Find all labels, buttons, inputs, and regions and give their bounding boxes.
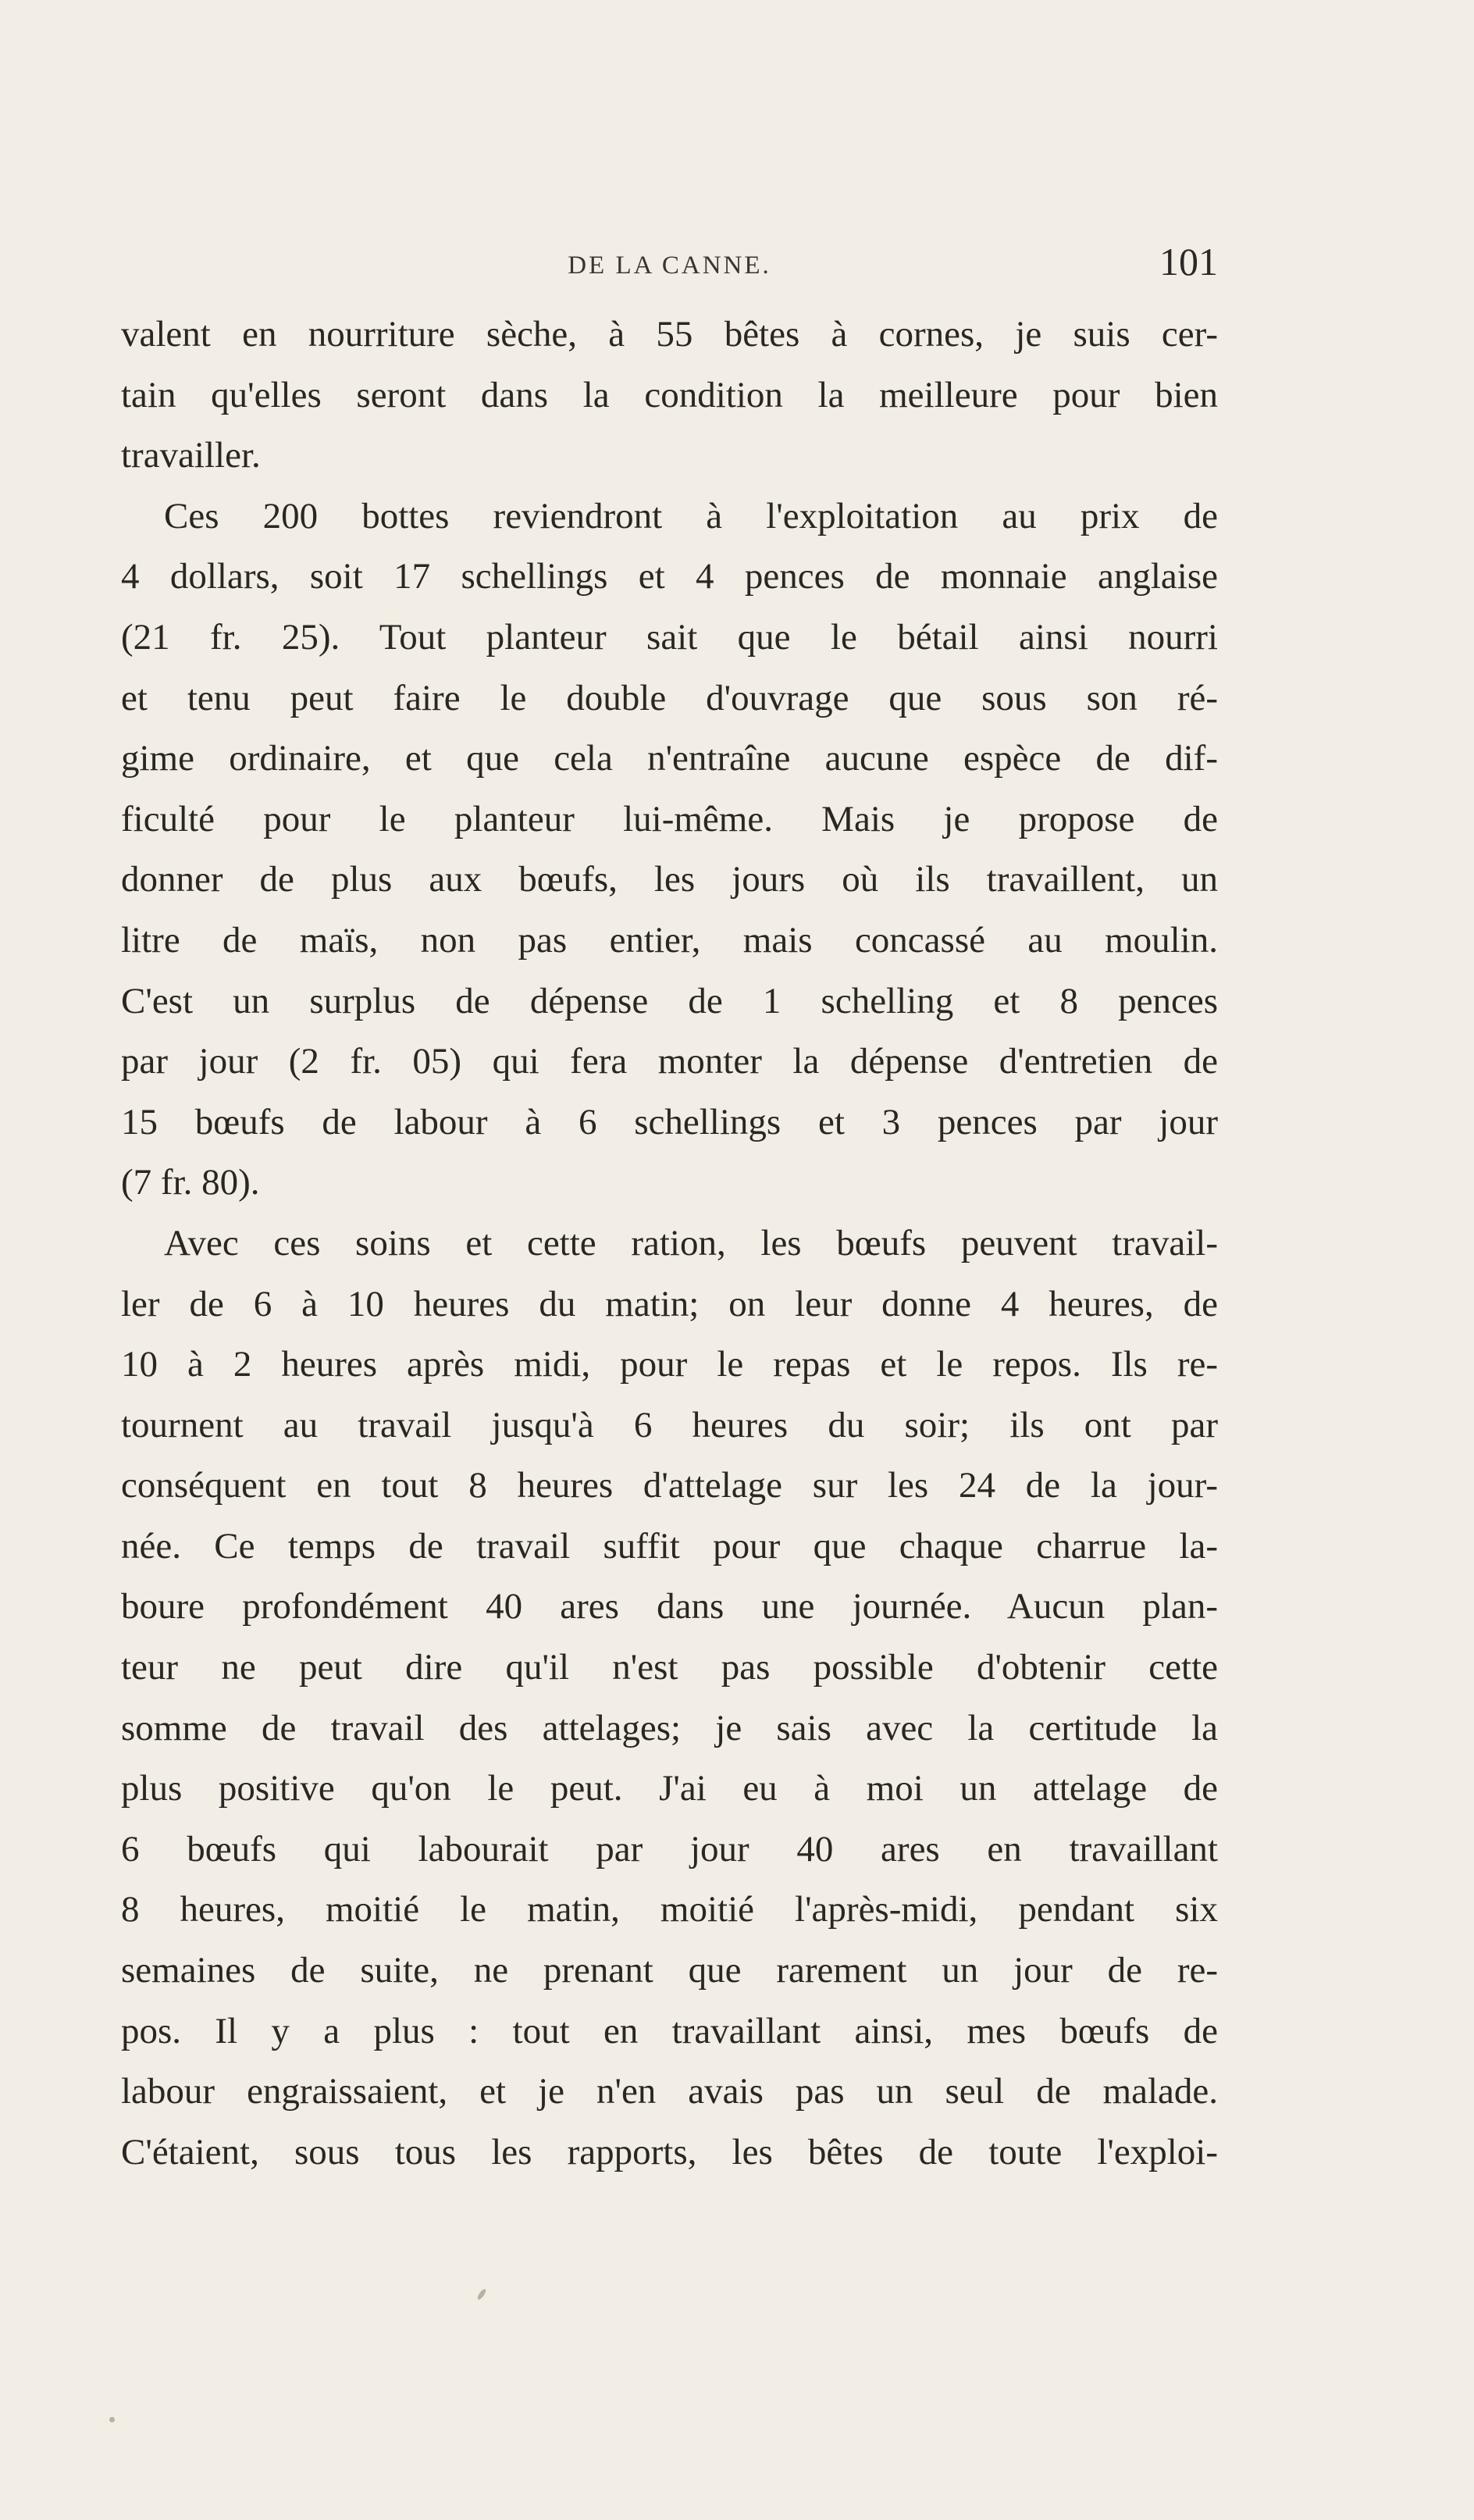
text-line: 4 dollars, soit 17 schellings et 4 pences de monnaie anglaise [121,556,1218,597]
text-line: ficulté pour le planteur lui-même. Mais je propose de [121,798,1218,839]
text-line: semaines de suite, ne prenant que rarement un jour de re- [121,1950,1218,1991]
text-line: labour engraissaient, et je n'en avais pas un seul de malade. [121,2071,1218,2112]
text-line: litre de maïs, non pas entier, mais concassé au moulin. [121,919,1218,961]
paper-speck [476,2288,487,2301]
paper-speck [109,2417,115,2422]
text-line: tournent au travail jusqu'à 6 heures du soir; ils ont par [121,1404,1218,1445]
running-title: DE LA CANNE. [568,251,771,280]
text-line: travailler. [121,435,261,476]
body-text [121,305,1218,2183]
text-line: ler de 6 à 10 heures du matin; on leur donne 4 heures, de [121,1283,1218,1324]
running-header [121,234,1218,297]
text-line: donner de plus aux bœufs, les jours où ils travaillent, un [121,859,1218,900]
text-line: 6 bœufs qui labourait par jour 40 ares en travaillant [121,1828,1218,1870]
text-line: C'étaient, sous tous les rapports, les bêtes de toute l'exploi- [121,2131,1218,2172]
text-line: et tenu peut faire le double d'ouvrage que sous son ré- [121,677,1218,718]
text-line: Ces 200 bottes reviendront à l'exploitation au prix de [164,495,1218,536]
text-line: tain qu'elles seront dans la condition la meilleure pour bien [121,374,1218,415]
text-line: Avec ces soins et cette ration, les bœufs peuvent travail- [164,1222,1218,1264]
text-line: (21 fr. 25). Tout planteur sait que le bétail ainsi nourri [121,616,1218,658]
text-line: 10 à 2 heures après midi, pour le repas et le repos. Ils re- [121,1344,1218,1385]
text-line: par jour (2 fr. 05) qui fera monter la dépense d'entretien de [121,1041,1218,1082]
text-line: C'est un surplus de dépense de 1 schelling et 8 pences [121,980,1218,1021]
text-line: somme de travail des attelages; je sais avec la certitude la [121,1707,1218,1748]
text-line: pos. Il y a plus : tout en travaillant ainsi, mes bœufs de [121,2010,1218,2051]
text-line: 15 bœufs de labour à 6 schellings et 3 pences par jour [121,1101,1218,1142]
text-line: teur ne peut dire qu'il n'est pas possible d'obtenir cette [121,1647,1218,1688]
text-line: née. Ce temps de travail suffit pour que chaque charrue la- [121,1525,1218,1567]
text-line: gime ordinaire, et que cela n'entraîne aucune espèce de dif- [121,738,1218,779]
text-line: valent en nourriture sèche, à 55 bêtes à cornes, je suis cer- [121,314,1218,355]
text-line: 8 heures, moitié le matin, moitié l'après-midi, pendant six [121,1889,1218,1930]
text-line: plus positive qu'on le peut. J'ai eu à moi un attelage de [121,1768,1218,1809]
text-line: conséquent en tout 8 heures d'attelage sur les 24 de la jour- [121,1465,1218,1506]
text-line: boure profondément 40 ares dans une journée. Aucun plan- [121,1586,1218,1627]
page-number: 101 [1159,240,1218,283]
text-line: (7 fr. 80). [121,1162,260,1203]
